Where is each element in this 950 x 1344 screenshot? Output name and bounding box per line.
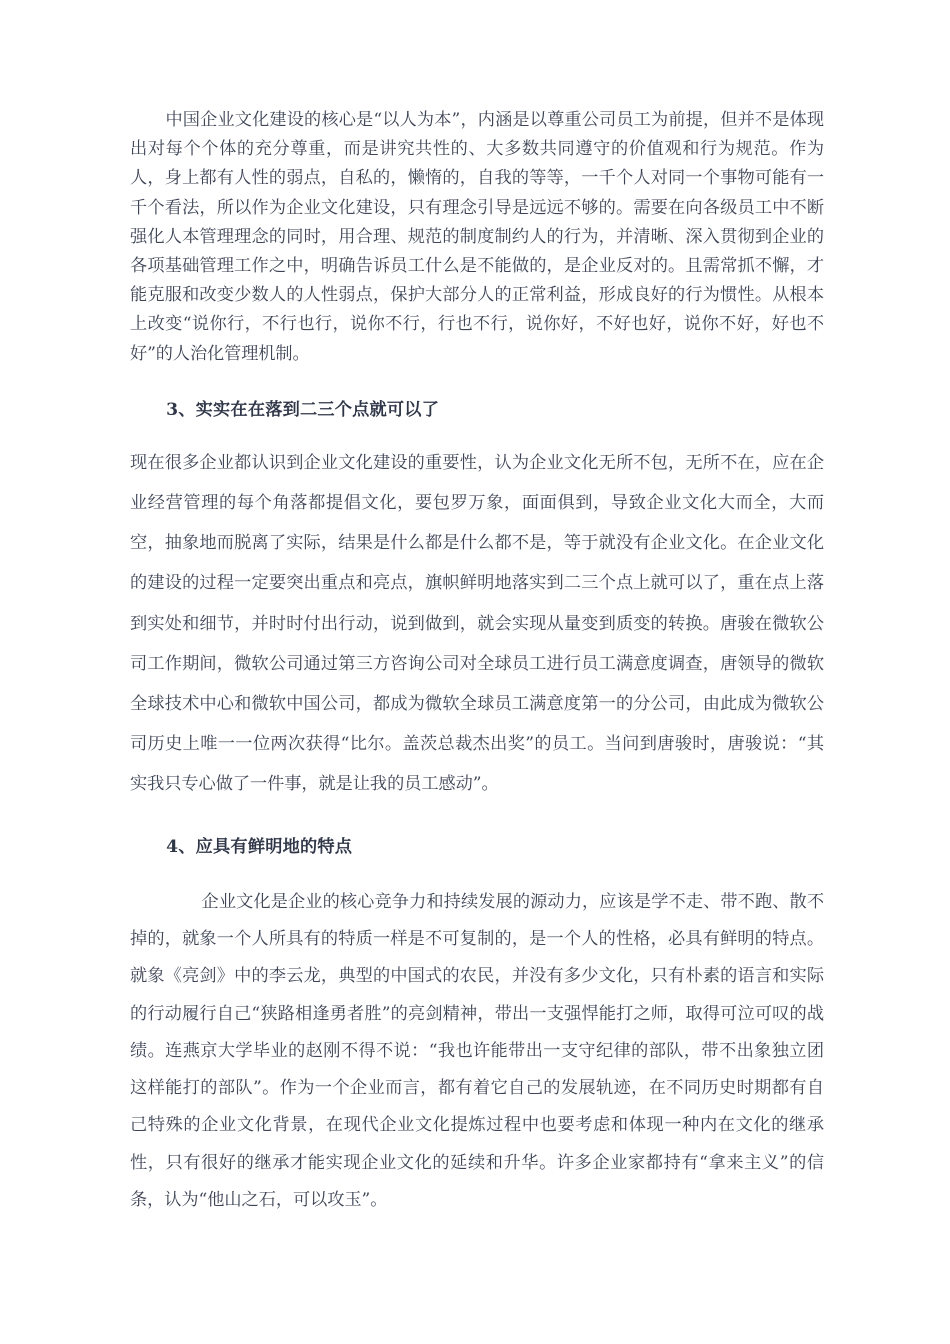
paragraph-text: 企业文化是企业的核心竞争力和持续发展的源动力，应该是学不走、带不跑、散不掉的，就象一个人所具有的特质一样是不可复制的，是一个人的性格，必具有鲜明的特点。就象《亮剑》中的李云龙，典型的中国式的农民，并没有多少文化，只有朴素的语言和实际的行动履行自己“狭路相逢勇者胜”的亮剑精神，带出一支强悍能打之师，取得可泣可叹的战绩。连燕京大学毕业的赵刚不得不说：“我也许能带出一支守纪律的部队，带不出象独立团这样能打的部队”。作为一个企业而言，都有着它自己的发展轨迹，在不同历史时期都有自己特殊的企业文化背景，在现代企业文化提炼过程中也要考虑和体现一种内在文化的继承性，只有很好的继承才能实现企业文化的延续和升华。许多企业家都持有“拿来主义”的信条，认为“他山之石，可以攻玉”。 xyxy=(130,891,824,1211)
paragraph-text: 中国企业文化建设的核心是“以人为本”，内涵是以尊重公司员工为前提，但并不是体现出对每个个体的充分尊重，而是讲究共性的、大多数共同遵守的价值观和行为规范。作为人，身上都有人性的弱点，自私的，懒惰的，自我的等等，一千个人对同一个事物可能有一千个看法，所以作为企业文化建设，只有理念引导是远远不够的。需要在向各级员工中不断强化人本管理理念的同时，用合理、规范的制度制约人的行为，并清晰、深入贯彻到企业的各项基础管理工作之中，明确告诉员工什么是不能做的，是企业反对的。且需常抓不懈，才能克服和改变少数人的人性弱点，保护大部分人的正常利益，形成良好的行为惯性。从根本上改变“说你行，不行也行，说你不行，行也不行，说你好，不好也好，说你不好，好也不好”的人治化管理机制。 xyxy=(130,110,824,364)
heading-4: 4、应具有鲜明地的特点 xyxy=(166,836,353,857)
section-4-container xyxy=(130,884,824,1220)
paragraph-section-4-body xyxy=(130,884,824,1220)
heading-3-container xyxy=(130,397,824,423)
paragraph-section-2-body xyxy=(130,106,824,369)
heading-3: 3、实实在在落到二三个点就可以了 xyxy=(166,399,440,420)
section-3-container xyxy=(130,443,824,805)
document-body xyxy=(130,106,824,1219)
heading-4-container xyxy=(130,834,824,860)
paragraph-section-3-body: 现在很多企业都认识到企业文化建设的重要性，认为企业文化无所不包，无所不在，应在企业经营管理的每个角落都提倡文化，要包罗万象，面面俱到，导致企业文化大而全，大而空，抽象地而脱离了实际，结果是什么都是什么都不是，等于就没有企业文化。在企业文化的建设的过程一定要突出重点和亮点，旗帜鲜明地落实到二三个点上就可以了，重在点上落到实处和细节，并时时付出行动，说到做到，就会实现从量变到质变的转换。唐骏在微软公司工作期间，微软公司通过第三方咨询公司对全球员工进行员工满意度调查，唐领导的微软全球技术中心和微软中国公司，都成为微软全球员工满意度第一的分公司，由此成为微软公司历史上唯一一位两次获得“比尔。盖茨总裁杰出奖”的员工。当问到唐骏时，唐骏说：“其实我只专心做了一件事，就是让我的员工感动”。 xyxy=(130,452,824,795)
